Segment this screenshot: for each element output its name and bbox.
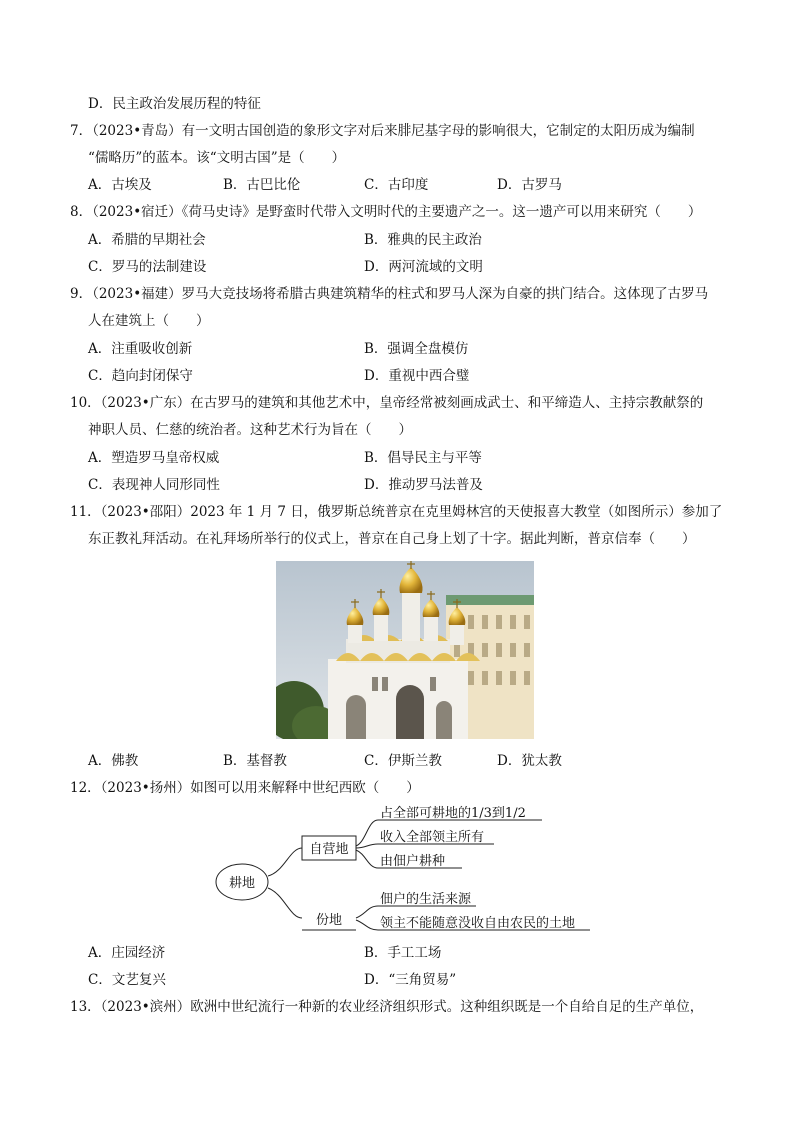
q12-option-c: C．文艺复兴	[88, 972, 166, 988]
q13-stem: 13．（2023•滨州）欧洲中世纪流行一种新的农业经济组织形式。这种组织既是一个自给自足的生产单位，	[70, 999, 704, 1015]
diagram-b2-item-1: 佃户的生活来源	[380, 892, 472, 907]
q11-option-d: D．犹太教	[497, 753, 562, 769]
q9-option-c: C．趋向封闭保守	[88, 368, 193, 384]
q11-option-a: A．佛教	[88, 753, 139, 769]
q10-option-b: B．倡导民主与平等	[364, 450, 482, 466]
q12-option-a: A．庄园经济	[88, 945, 166, 961]
q10-option-d: D．推动罗马法普及	[364, 477, 483, 493]
diagram-branch2-label: 份地	[315, 913, 343, 928]
q7-option-b: B．古巴比伦	[223, 177, 301, 193]
q8-option-c: C．罗马的法制建设	[88, 259, 207, 275]
q6-option-d: D．民主政治发展历程的特征	[88, 96, 261, 112]
q11-stem-line2: 东正教礼拜活动。在礼拜场所举行的仪式上，普京在自己身上划了十字。据此判断，普京信奉（ ）	[88, 531, 696, 547]
diagram-branch1-label: 自营地	[309, 842, 349, 857]
q11-option-c: C．伊斯兰教	[364, 753, 442, 769]
q10-stem-line2: 神职人员、仁慈的统治者。这种艺术行为旨在（ ）	[88, 422, 412, 438]
q9-stem-line1: 9．（2023•福建）罗马大竞技场将希腊古典建筑精华的柱式和罗马人深为自豪的拱门结合。这体现了古罗马	[70, 286, 709, 302]
q12-option-d: D．“三角贸易”	[364, 972, 457, 988]
q11-option-b: B．基督教	[223, 753, 287, 769]
diagram-b2-item-2: 领主不能随意没收自由农民的土地	[380, 916, 576, 931]
q7-option-d: D．古罗马	[497, 177, 562, 193]
diagram-b1-item-3: 由佃户耕种	[380, 854, 446, 869]
q8-option-b: B．雅典的民主政治	[364, 232, 482, 248]
q12-option-b: B．手工工场	[364, 945, 442, 961]
diagram-b1-item-2: 收入全部领主所有	[380, 830, 485, 845]
diagram-root-label: 耕地	[228, 876, 256, 891]
q9-stem-line2: 人在建筑上（ ）	[88, 313, 210, 329]
q9-option-a: A．注重吸收创新	[88, 341, 193, 357]
q7-stem-line1: 7．（2023•青岛）有一文明古国创造的象形文字对后来腓尼基字母的影响很大，它制定的太阳历成为编制	[70, 123, 695, 139]
q10-option-a: A．塑造罗马皇帝权威	[88, 450, 220, 466]
q7-option-a: A．古埃及	[88, 177, 152, 193]
q7-option-c: C．古印度	[364, 177, 429, 193]
q8-option-d: D．两河流域的文明	[364, 259, 483, 275]
q8-stem: 8．（2023•宿迁）《荷马史诗》是野蛮时代带入文明时代的主要遗产之一。这一遗产可以用来研究（ ）	[70, 204, 702, 220]
q8-option-a: A．希腊的早期社会	[88, 232, 206, 248]
q10-stem-line1: 10．（2023•广东）在古罗马的建筑和其他艺术中，皇帝经常被刻画成武士、和平缔造人、主持宗教献祭的	[70, 395, 704, 411]
q9-option-b: B．强调全盘模仿	[364, 341, 469, 357]
diagram-b1-item-1: 占全部可耕地的1/3到1/2	[380, 806, 526, 821]
q7-stem-line2: “儒略历”的蓝本。该“文明古国”是（ ）	[88, 150, 346, 166]
farmland-diagram	[214, 802, 604, 932]
q10-option-c: C．表现神人同形同性	[88, 477, 220, 493]
cathedral-photo	[276, 561, 534, 739]
q12-stem: 12．（2023•扬州）如图可以用来解释中世纪西欧（ ）	[70, 780, 420, 796]
q11-stem-line1: 11．（2023•邵阳）2023 年 1 月 7 日，俄罗斯总统普京在克里姆林宫的天使报喜大教堂（如图所示）参加了	[70, 504, 723, 520]
q9-option-d: D．重视中西合璧	[364, 368, 470, 384]
